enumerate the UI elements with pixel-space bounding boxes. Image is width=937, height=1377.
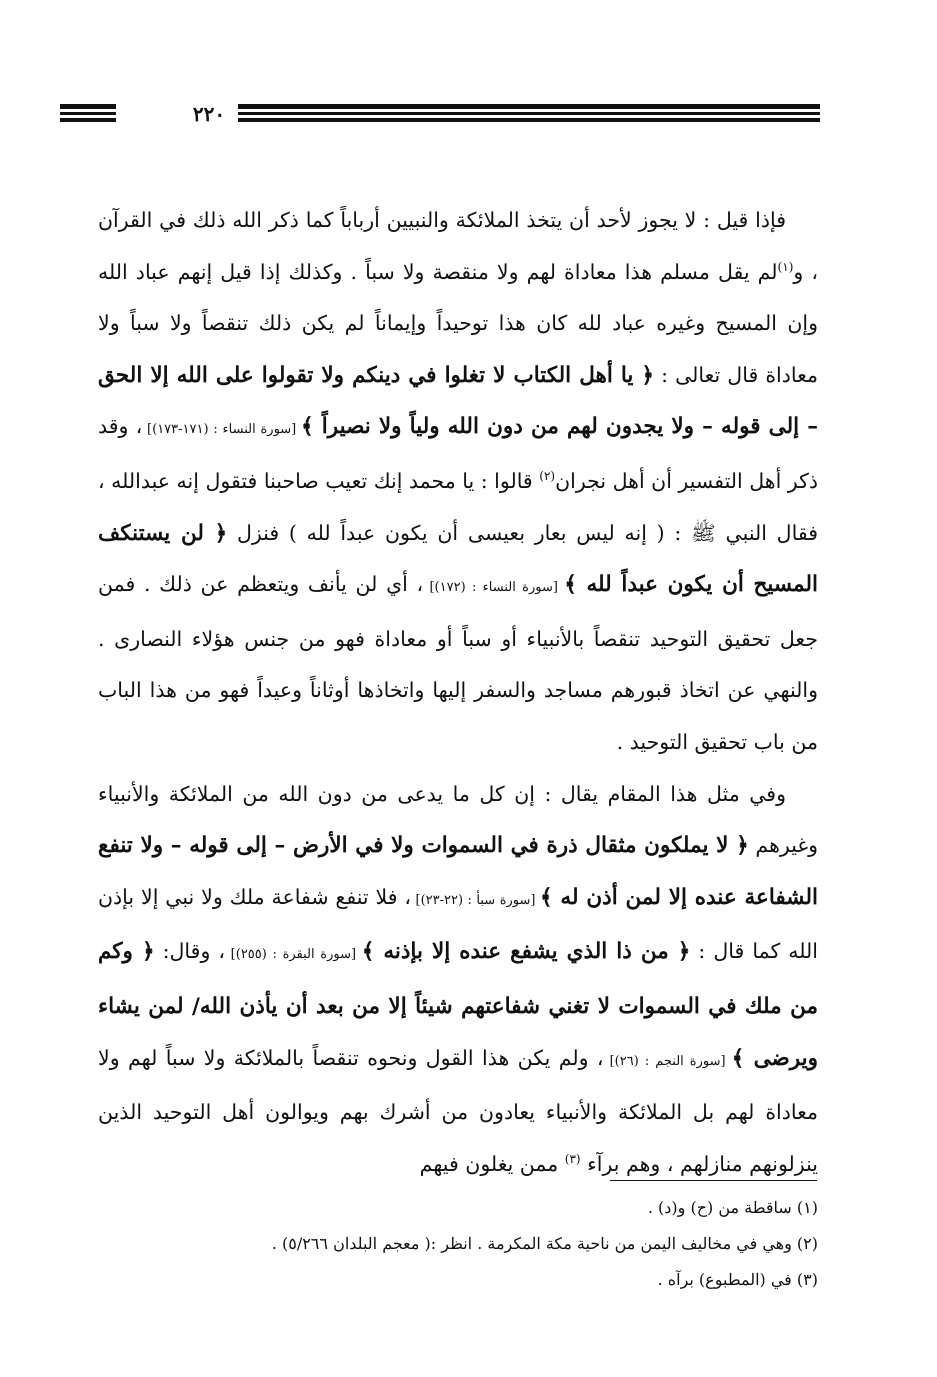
text-run: ، ولم يكن هذا القول ونحوه تنقصاً بالملائكة ولا سباً لهم ولا معاداة لهم بل الملائكة والأنبياء يعادون من أشرك بهم ويوالون أهل التوحيد الذين ينزلونهم منازلهم ، وهم برآء — [98, 1045, 818, 1176]
footnote-marker: (٣) — [564, 1151, 581, 1166]
header-rule-left-1 — [60, 104, 116, 109]
header-rule-right-mid — [180, 112, 820, 115]
verse-reference: [سورة سبأ : (٢٢-٢٣)] — [411, 892, 540, 908]
footnote-3: (٣) في (المطبوع) برآه . — [657, 1270, 818, 1289]
verse-reference: [سورة النساء : (١٧٢)] — [423, 580, 565, 596]
main-text — [98, 195, 818, 1190]
header-rule-left-2 — [60, 112, 116, 115]
page-number: ٢٢٠ — [180, 102, 238, 126]
quran-quote: ﴿ لا يملكون مثقال ذرة في السموات ولا في الأرض – إلى قوله – ولا تنفع الشفاعة عنده إلا لمن أذن له ﴾ — [98, 833, 818, 910]
text-run: فإذا قيل : لا يجوز لأحد أن يتخذ الملائكة والنبيين أرباباً كما ذكر الله ذلك في القرآن ، و — [98, 208, 818, 284]
text-run: ، أي لن يأنف ويتعظم عن ذلك . فمن جعل تحقيق التوحيد تنقصاً بالأنبياء أو سباً أو معاداة فهو من جنس هؤلاء النصارى . والنهي عن اتخاذ قبورهم مساجد والسفر إليها واتخاذها أوثاناً وعيداً فهو من هذا الباب من باب تحقيق التوحيد . — [98, 572, 818, 754]
footnotes — [98, 1190, 818, 1298]
header-rule-left-3 — [60, 118, 116, 122]
text-run: ، وقد ذكر أهل التفسير أن أهل نجران — [98, 414, 818, 493]
paragraph-1 — [98, 195, 818, 769]
text-run: ، فلا تنفع شفاعة ملك ولا نبي إلا بإذن الله كما قال : — [98, 884, 818, 964]
quran-quote: ﴿ لن يستنكف المسيح أن يكون عبداً لله ﴾ — [98, 520, 819, 598]
paragraph-2 — [98, 769, 818, 1191]
text-run: ممن يغلون فيهم — [419, 1151, 565, 1176]
footnote-separator — [610, 1180, 817, 1181]
text-run: وفي مثل هذا المقام يقال : إن كل ما يدعى من دون الله من الملائكة والأنبياء وغيرهم — [98, 781, 818, 858]
footnote-marker: (١) — [777, 259, 794, 274]
text-run: لم يقل مسلم هذا معاداة لهم ولا منقصة ولا سباً . وكذلك إذا قيل إنهم عباد الله وإن المسيح وغيره عباد لله كان هذا توحيداً وإيماناً لم يكن ذلك تنقصاً ولا سباً ولا معاداة قال تعالى : — [98, 259, 819, 387]
quran-quote: ﴿ وكم من ملك في السموات لا تغني شفاعتهم شيئاً إلا من بعد أن يأذن الله/ لمن يشاء ويرضى ﴾ — [98, 939, 818, 1071]
footnote-marker: (٢) — [539, 469, 556, 484]
footnote-1: (١) ساقطة من (ح) و(د) . — [647, 1198, 818, 1217]
header-rule-right-thick — [180, 104, 820, 109]
header-rule-right-thin — [180, 118, 820, 122]
text-run: قالوا : يا محمد إنك تعيب صاحبنا فتقول إنه عبدالله ، فقال النبي ﷺ : ( إنه ليس بعار بعيسى أن يكون عبداً لله ) فنزل — [98, 468, 818, 545]
quran-quote: ﴿ يا أهل الكتاب لا تغلوا في دينكم ولا تقولوا على الله إلا الحق – إلى قوله – ولا يجدون لهم من دون الله ولياً ولا نصيراً ﴾ — [98, 362, 818, 440]
quran-quote: ﴿ من ذا الذي يشفع عنده إلا بإذنه ﴾ — [361, 939, 691, 965]
footnote-2: (٢) وهي في مخاليف اليمن من ناحية مكة المكرمة . انظر :( معجم البلدان ٥/٢٦٦) . — [271, 1234, 818, 1253]
verse-reference: [سورة النساء : (١٧١-١٧٣)] — [142, 422, 302, 438]
verse-reference: [سورة النجم : (٢٦)] — [603, 1053, 732, 1069]
page-header — [60, 98, 820, 128]
text-run: ، وقال: — [154, 939, 226, 964]
verse-reference: [سورة البقرة : (٢٥٥)] — [225, 947, 362, 963]
